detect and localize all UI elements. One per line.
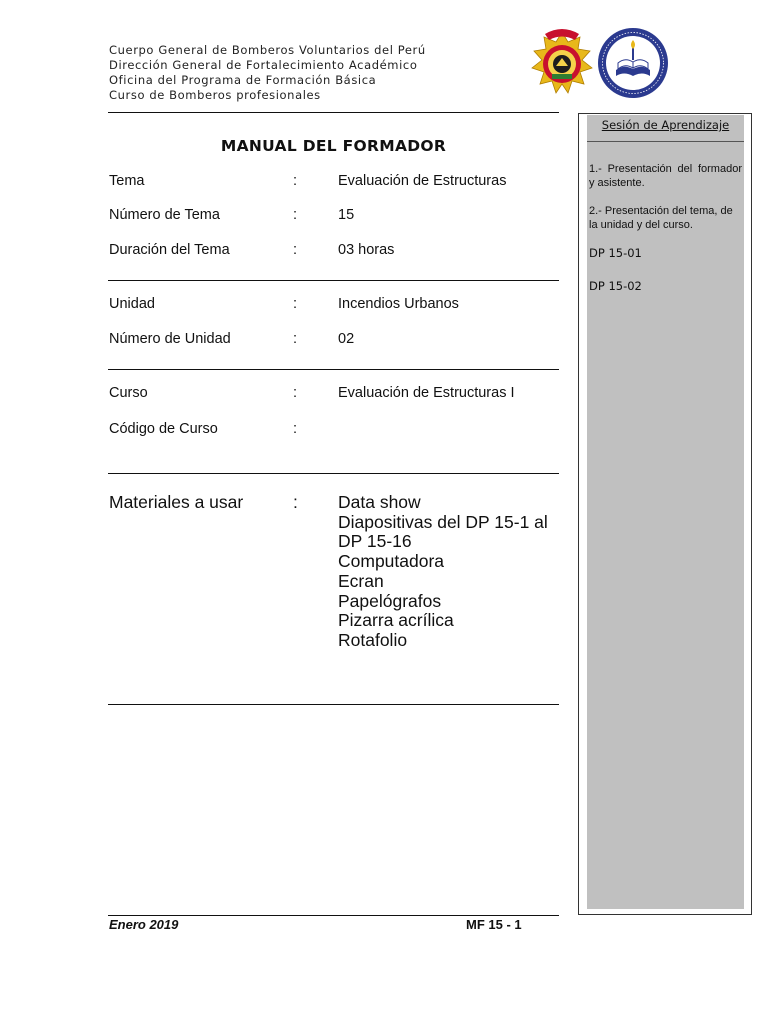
field-separator: : xyxy=(293,331,298,347)
field-value: 02 xyxy=(338,331,355,347)
header-line: Dirección General de Fortalecimiento Académico xyxy=(109,58,418,72)
header-line: Cuerpo General de Bomberos Voluntarios del Perú xyxy=(109,43,426,57)
session-step: 1.- Presentación del formador y asistente. xyxy=(589,163,742,189)
session-heading: Sesión de Aprendizaje xyxy=(601,118,730,132)
footer-date: Enero 2019 xyxy=(109,917,179,932)
footer-divider xyxy=(108,915,559,916)
header-line: Curso de Bomberos profesionales xyxy=(109,88,321,102)
field-separator: : xyxy=(293,242,298,258)
divider xyxy=(108,369,559,370)
slide-reference: DP 15-01 xyxy=(589,246,642,260)
firefighter-emblem-icon xyxy=(531,24,593,96)
list-item: Diapositivas del DP 15-1 al DP 15-16 xyxy=(338,511,548,552)
field-separator: : xyxy=(293,296,298,312)
list-item: Rotafolio xyxy=(338,629,408,650)
divider xyxy=(108,112,559,113)
learning-session-panel xyxy=(578,113,752,915)
field-label: Unidad xyxy=(109,296,155,312)
materials-label: Materiales a usar xyxy=(109,492,244,512)
field-separator: : xyxy=(293,173,298,189)
list-item: Computadora xyxy=(338,551,445,572)
slide-reference: DP 15-02 xyxy=(589,279,642,293)
field-label: Duración del Tema xyxy=(109,242,230,258)
learning-session-content xyxy=(587,115,744,909)
field-value: 03 horas xyxy=(338,242,395,258)
divider xyxy=(108,473,559,474)
divider xyxy=(108,704,559,705)
field-value: Evaluación de Estructuras xyxy=(338,173,507,189)
field-label: Número de Tema xyxy=(109,207,220,223)
session-step: 2.- Presentación del tema, de la unidad y del curso. xyxy=(589,205,733,231)
list-item: Pizarra acrílica xyxy=(338,610,454,631)
field-label: Código de Curso xyxy=(109,421,218,437)
institution-header xyxy=(109,43,426,103)
header-line: Oficina del Programa de Formación Básica xyxy=(109,73,377,87)
list-item: Ecran xyxy=(338,570,384,591)
field-separator: : xyxy=(293,207,298,223)
page-number: MF 15 - 1 xyxy=(466,917,522,932)
field-separator: : xyxy=(293,492,298,512)
field-label: Tema xyxy=(109,173,145,189)
field-separator: : xyxy=(293,421,298,437)
divider xyxy=(108,280,559,281)
field-value: 15 xyxy=(338,207,355,223)
field-label: Curso xyxy=(109,385,148,401)
academic-seal-icon xyxy=(596,26,670,100)
field-label: Número de Unidad xyxy=(109,331,231,347)
field-value: Incendios Urbanos xyxy=(338,296,459,312)
materials-list xyxy=(338,493,563,651)
list-item: Papelógrafos xyxy=(338,590,442,611)
divider xyxy=(587,141,744,142)
field-value: Evaluación de Estructuras I xyxy=(338,385,515,401)
page-title: MANUAL DEL FORMADOR xyxy=(220,137,447,155)
field-separator: : xyxy=(293,385,298,401)
list-item: Data show xyxy=(338,492,421,512)
